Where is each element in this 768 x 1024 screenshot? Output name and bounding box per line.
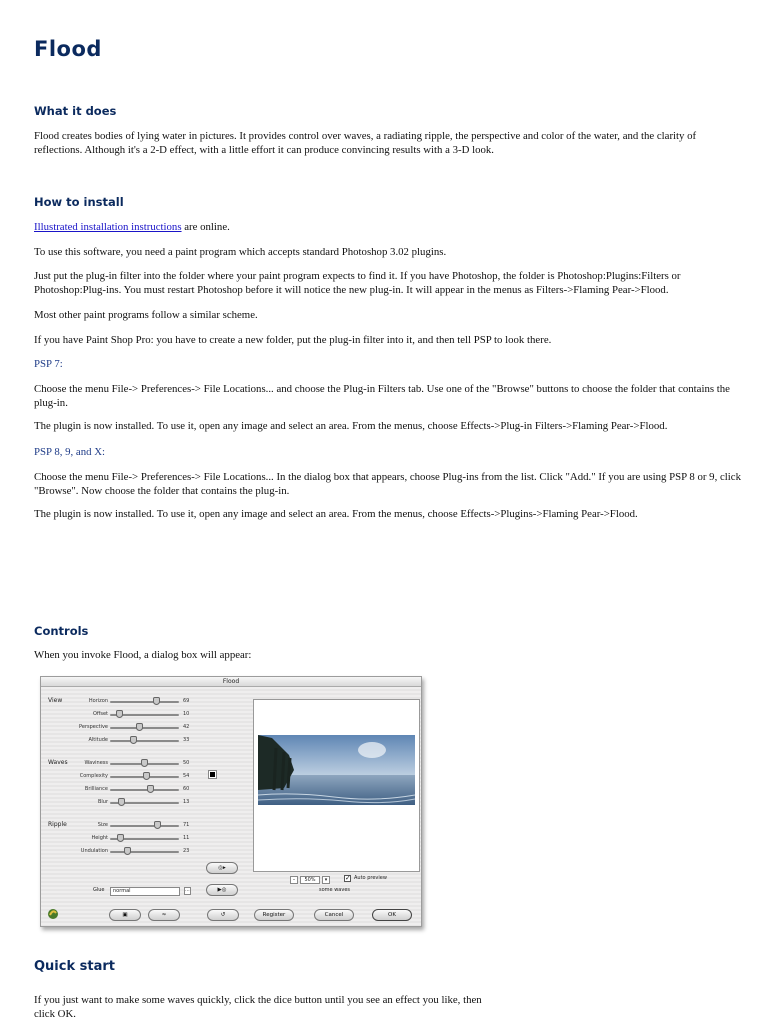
dialog-body xyxy=(41,687,421,926)
slider-label: Perspective xyxy=(79,724,108,730)
group-label-view: View xyxy=(48,697,63,704)
slider-track[interactable] xyxy=(110,825,179,827)
slider-undulation[interactable] xyxy=(41,847,253,856)
slider-label: Offset xyxy=(92,711,108,717)
glue-label: Glue xyxy=(93,887,105,893)
group-label-ripple: Ripple xyxy=(48,821,67,828)
slider-value: 71 xyxy=(183,822,190,828)
install-paragraph-paint-shop-pro: If you have Paint Shop Pro: you have to create a new folder, put the plug-in filter into it, and then tell PSP to look there. xyxy=(34,334,552,346)
slider-value: 13 xyxy=(183,799,190,805)
auto-preview-checkbox[interactable]: ✓ xyxy=(345,874,351,882)
flood-dialog-screenshot xyxy=(40,676,422,927)
save-settings-button[interactable]: ▣ xyxy=(109,909,141,921)
load-settings-button[interactable]: ≈ xyxy=(148,909,180,921)
section-heading-how-to-install: How to install xyxy=(34,195,124,209)
slider-value: 42 xyxy=(183,724,190,730)
slider-track[interactable] xyxy=(110,727,179,729)
slider-altitude[interactable] xyxy=(41,736,253,745)
slider-horizon[interactable] xyxy=(41,697,253,706)
slider-label: Waviness xyxy=(84,760,108,766)
zoom-field[interactable]: 50% xyxy=(300,876,320,884)
preset-name: some waves xyxy=(319,887,350,893)
slider-blur[interactable] xyxy=(41,798,253,807)
section-heading-quick-start: Quick start xyxy=(34,959,115,974)
slider-complexity[interactable] xyxy=(41,772,253,781)
slider-thumb[interactable] xyxy=(154,821,161,829)
slider-label: Height xyxy=(91,835,108,841)
preview-pane[interactable] xyxy=(253,699,420,872)
slider-label: Altitude xyxy=(88,737,108,743)
slider-thumb[interactable] xyxy=(130,736,137,744)
glue-options-button[interactable]: ⋯ xyxy=(185,888,190,894)
slider-brilliance[interactable] xyxy=(41,785,253,794)
slider-perspective[interactable] xyxy=(41,723,253,732)
undo-button[interactable]: ↺ xyxy=(207,909,239,921)
slider-label: Horizon xyxy=(88,698,108,704)
slider-value: 23 xyxy=(183,848,190,854)
slider-value: 10 xyxy=(183,711,190,717)
slider-value: 60 xyxy=(183,786,190,792)
slider-thumb[interactable] xyxy=(124,847,131,855)
dice-button[interactable]: ◎▸ xyxy=(206,862,238,874)
flaming-pear-logo-icon[interactable] xyxy=(47,908,59,920)
zoom-dropdown-button[interactable]: ▾ xyxy=(322,876,330,884)
slider-thumb[interactable] xyxy=(118,798,125,806)
psp8-subheading: PSP 8, 9, and X: xyxy=(34,446,105,458)
zoom-minus-button[interactable]: – xyxy=(290,876,298,884)
glue-select[interactable]: normal xyxy=(110,887,180,896)
what-it-does-paragraph: Flood creates bodies of lying water in pictures. It provides control over waves, a radiating ripple, the perspective and color of the water, and the clarity of reflections. Although it's a 2-D effect, with a little effort it can produce convincing results with a 3-D look. xyxy=(34,130,697,156)
play-button[interactable]: ▶◎ xyxy=(206,884,238,896)
slider-track[interactable] xyxy=(110,851,179,853)
install-paragraph-other-programs: Most other paint programs follow a similar scheme. xyxy=(34,309,258,321)
page-title: Flood xyxy=(34,37,102,61)
preview-image xyxy=(254,700,419,871)
register-button[interactable]: Register xyxy=(254,909,294,921)
slider-value: 50 xyxy=(183,760,190,766)
slider-offset[interactable] xyxy=(41,710,253,719)
controls-paragraph: When you invoke Flood, a dialog box will appear: xyxy=(34,649,252,661)
slider-label: Size xyxy=(97,822,108,828)
install-link-suffix: are online. xyxy=(181,221,230,233)
dialog-title-bar: Flood xyxy=(41,677,421,687)
slider-value: 69 xyxy=(183,698,190,704)
psp7-subheading: PSP 7: xyxy=(34,358,63,370)
slider-thumb[interactable] xyxy=(153,697,160,705)
psp8-paragraph-steps: Choose the menu File-> Preferences-> File Locations... In the dialog box that appears, choose Plug-ins from the list. Click "Add." If you are using PSP 8 or 9, click "Browse". Now choose the folder that contains the plug-in. xyxy=(34,471,741,497)
slider-thumb[interactable] xyxy=(141,759,148,767)
slider-label: Blur xyxy=(97,799,108,805)
slider-waviness[interactable] xyxy=(41,759,253,768)
slider-label: Complexity xyxy=(79,773,108,779)
installation-instructions-link[interactable]: Illustrated installation instructions xyxy=(34,221,182,233)
psp7-paragraph-installed: The plugin is now installed. To use it, open any image and select an area. From the menus, choose Effects->Plug-in Filters->Flaming Pear->Flood. xyxy=(34,420,668,432)
slider-thumb[interactable] xyxy=(116,710,123,718)
section-heading-what-it-does: What it does xyxy=(34,104,117,118)
slider-thumb[interactable] xyxy=(117,834,124,842)
section-heading-controls: Controls xyxy=(34,624,89,638)
ok-button[interactable]: OK xyxy=(372,909,412,921)
slider-size[interactable] xyxy=(41,821,253,830)
cancel-button[interactable]: Cancel xyxy=(314,909,354,921)
psp7-paragraph-steps: Choose the menu File-> Preferences-> File Locations... and choose the Plug-in Filters tab. Use one of the "Browse" buttons to choose the folder that contains the plug-in. xyxy=(34,383,730,409)
psp8-paragraph-installed: The plugin is now installed. To use it, open any image and select an area. From the menus, choose Effects->Plugins->Flaming Pear->Flood. xyxy=(34,508,638,520)
slider-track[interactable] xyxy=(110,789,179,791)
slider-value: 11 xyxy=(183,835,190,841)
slider-value: 54 xyxy=(183,773,190,779)
install-paragraph-photoshop: Just put the plug-in filter into the folder where your paint program expects to find it. If you have Photoshop, the folder is Photoshop:Plugins:Filters or Photoshop:Plug-ins. You must restart Photoshop before it will notice the new plug-in. It will appear in the menus as Filters->Flaming Pear->Flood. xyxy=(34,270,681,296)
auto-preview-label: Auto preview xyxy=(354,875,387,881)
install-link-paragraph xyxy=(34,221,742,235)
slider-label: Undulation xyxy=(80,848,108,854)
install-paragraph-requirements: To use this software, you need a paint program which accepts standard Photoshop 3.02 plugins. xyxy=(34,246,447,258)
group-label-waves: Waves xyxy=(48,759,68,766)
slider-height[interactable] xyxy=(41,834,253,843)
slider-track[interactable] xyxy=(110,701,179,703)
slider-value: 33 xyxy=(183,737,190,743)
quick-start-paragraph: If you just want to make some waves quickly, click the dice button until you see an effect you like, then click OK. xyxy=(34,994,482,1020)
slider-thumb[interactable] xyxy=(136,723,143,731)
slider-thumb[interactable] xyxy=(147,785,154,793)
slider-label: Brilliance xyxy=(84,786,108,792)
slider-thumb[interactable] xyxy=(143,772,150,780)
slider-track[interactable] xyxy=(110,740,179,742)
